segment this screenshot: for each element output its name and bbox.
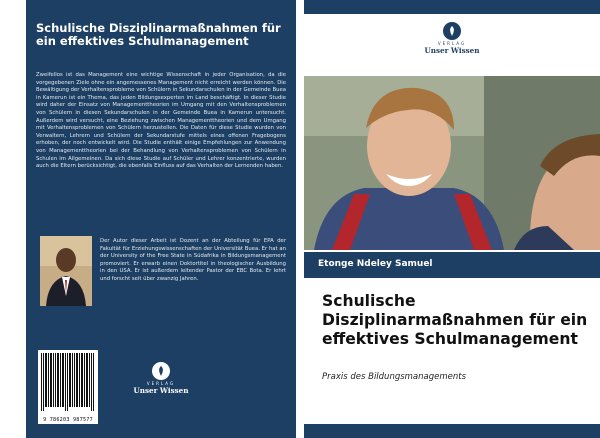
spine <box>296 0 304 438</box>
publisher-name: Unser Wissen <box>133 386 189 395</box>
front-cover-title: Schulische Disziplinarmaßnahmen für ein effektives Schulmanagement <box>322 292 588 348</box>
cover-photo <box>304 76 600 250</box>
front-top-band <box>304 0 600 14</box>
back-cover-title: Schulische Disziplinarmaßnahmen für ein effektives Schulmanagement <box>36 21 281 48</box>
front-cover <box>304 0 600 438</box>
front-cover-subtitle: Praxis des Bildungsmanagements <box>322 372 467 382</box>
publisher-emblem-icon <box>152 362 170 380</box>
cover-photo-image <box>304 76 600 250</box>
back-cover <box>26 0 296 438</box>
back-publisher-logo <box>116 362 206 395</box>
author-band <box>304 252 600 278</box>
back-cover-blurb: Zweifellos ist das Management eine wichtige Wissenschaft in jeder Organisation, da die vorgegebenen Ziele ohne ein angemessenes Management nicht erreicht werden können. Die Bewältigung der Verhaltensprobleme von Schülern in Sekundarschulen in der Gemeinde Buea in Kamerun ist ein Thema, das jeden Bildungsexperten im Land beschäftigt. In dieser Studie wird daher der Einsatz von Managementtheorien im Umgang mit den Verhaltensproblemen von Schülern in diesen Sekundarschulen in der Gemeinde Buea in Kamerun untersucht. Außerdem wird versucht, eine Beziehung zwischen Managementtheorien und dem Umgang mit Verhaltensproblemen von Schülern herzustellen. Die Daten für diese Studie wurden von Verwaltern, Lehrern und Schülern der Sekundarstufe mittels eines offenen Fragebogens erhoben, der noch entwickelt wird. Die Studie enthält einige Empfehlungen zur Anwendung von Managementtheorien bei der Behandlung von Verhaltensproblemen von Schülern in Schulen im Allgemeinen. Da sich diese Studie auf Schüler und Lehrer konzentrierte, wurden auch die Eltern berücksichtigt, die ebenfalls Einfluss auf das Verhalten der Lernenden haben. <box>36 72 286 170</box>
author-bio: Der Autor dieser Arbeit ist Dozent an der Abteilung für EPA der Fakultät für Erziehungswissenschaften der Universität Buea. Er hat an der University of the Free State in Südafrika in Bildungsmanagement promoviert. Er erwarb einen Doktortitel in theologischer Ausbildung in den USA. Er ist außerdem leitender Pastor der EBC Bota. Er lehrt und forscht seit über zwanzig Jahren. <box>100 238 286 282</box>
author-photo <box>40 236 92 306</box>
front-bottom-band <box>304 424 600 438</box>
barcode-bars-image <box>38 350 98 416</box>
publisher-verlag-label: VERLAG <box>437 41 467 46</box>
barcode-number: 9 786203 987577 <box>43 417 93 423</box>
publisher-emblem-icon <box>443 22 461 40</box>
publisher-name: Unser Wissen <box>424 46 480 55</box>
isbn-barcode <box>38 350 98 424</box>
author-portrait-image <box>40 236 92 306</box>
publisher-verlag-label: VERLAG <box>146 381 176 386</box>
front-author-name: Etonge Ndeley Samuel <box>318 259 433 269</box>
front-publisher-logo <box>404 22 500 55</box>
